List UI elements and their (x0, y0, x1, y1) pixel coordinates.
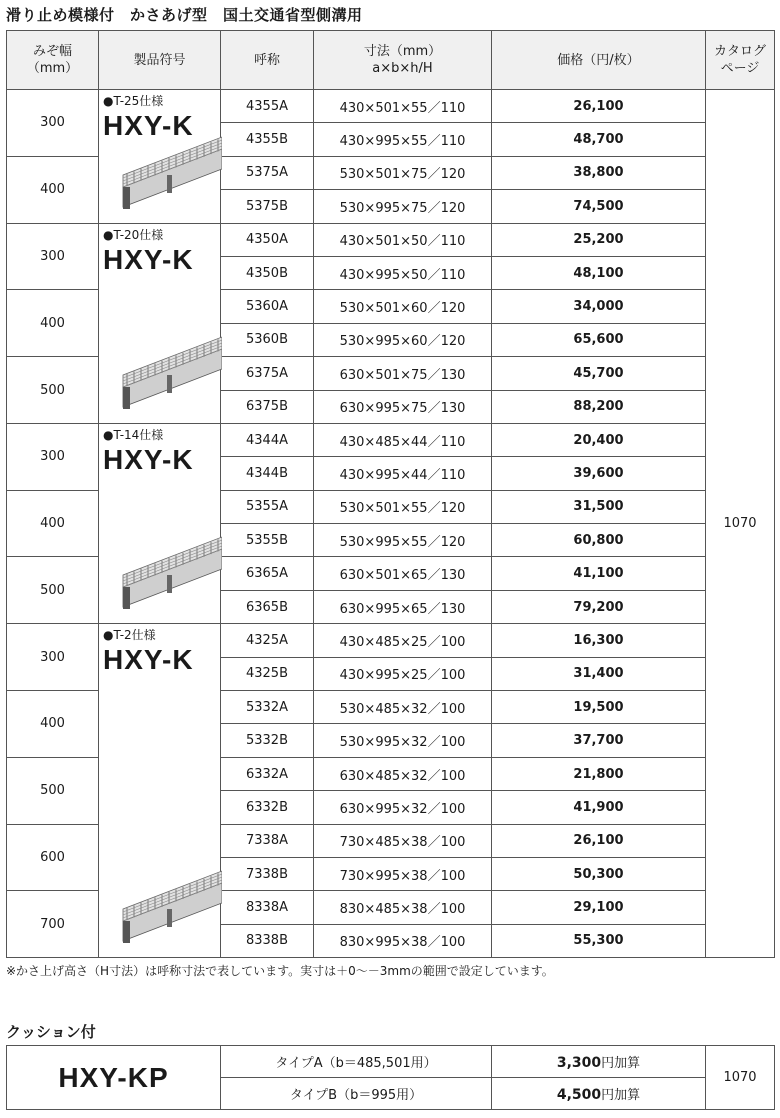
table-row (7, 624, 775, 657)
product-cell (99, 423, 221, 623)
dimension-cell: 430×995×25／100 (314, 657, 492, 690)
grating-image (117, 127, 222, 217)
dimension-cell: 430×995×55／110 (314, 123, 492, 156)
price-cell: 16,300 (492, 624, 706, 657)
dimension-cell: 530×995×60／120 (314, 323, 492, 356)
grating-image (117, 327, 222, 417)
header-dimensions: 寸法（mm） a×b×h/H (314, 31, 492, 90)
cushion-price: 4,500円加算 (492, 1078, 706, 1110)
header-width: みぞ幅 （mm） (7, 31, 99, 90)
dimension-cell: 430×995×50／110 (314, 256, 492, 289)
dimension-cell: 530×995×75／120 (314, 190, 492, 223)
spec-label: ●T-2仕様 (103, 628, 156, 643)
price-cell: 45,700 (492, 357, 706, 390)
code-cell: 6375A (221, 357, 314, 390)
table-row (7, 90, 775, 123)
price-cell: 48,700 (492, 123, 706, 156)
model-name: HXY-K (103, 243, 194, 275)
code-cell: 5375B (221, 190, 314, 223)
price-cell: 31,400 (492, 657, 706, 690)
price-cell: 41,100 (492, 557, 706, 590)
table-row (7, 423, 775, 456)
price-cell: 19,500 (492, 691, 706, 724)
dimension-cell: 430×485×25／100 (314, 624, 492, 657)
dimension-cell: 630×995×32／100 (314, 791, 492, 824)
cushion-table (6, 1045, 775, 1110)
product-cell (99, 90, 221, 224)
price-cell: 39,600 (492, 457, 706, 490)
cushion-catalog-page: 1070 (706, 1046, 775, 1110)
price-cell: 29,100 (492, 891, 706, 924)
cushion-model: HXY-KP (7, 1046, 221, 1110)
cushion-row (7, 1046, 775, 1078)
width-cell: 300 (7, 90, 99, 157)
cushion-type: タイプB（b＝995用） (221, 1078, 492, 1110)
model-name: HXY-K (103, 443, 194, 475)
dimension-cell: 530×501×75／120 (314, 156, 492, 189)
code-cell: 5360A (221, 290, 314, 323)
width-cell: 500 (7, 557, 99, 624)
dimension-cell: 530×485×32／100 (314, 691, 492, 724)
price-cell: 26,100 (492, 90, 706, 123)
dimension-cell: 530×995×55／120 (314, 524, 492, 557)
spec-label: ●T-25仕様 (103, 94, 164, 108)
price-cell: 37,700 (492, 724, 706, 757)
footnote: ※かさ上げ高さ（H寸法）は呼称寸法で表しています。実寸は＋0〜－3mmの範囲で設定しています。 (6, 964, 554, 978)
header-price: 価格（円/枚） (492, 31, 706, 90)
price-table (6, 30, 775, 958)
header-product: 製品符号 (99, 31, 221, 90)
price-cell: 65,600 (492, 323, 706, 356)
code-cell: 4344A (221, 423, 314, 456)
code-cell: 5375A (221, 156, 314, 189)
code-cell: 8338A (221, 891, 314, 924)
width-cell: 400 (7, 490, 99, 557)
width-cell: 600 (7, 824, 99, 891)
header-name: 呼称 (221, 31, 314, 90)
spec-label: ●T-14仕様 (103, 427, 164, 442)
price-cell: 26,100 (492, 824, 706, 857)
code-cell: 8338B (221, 924, 314, 957)
page-title: 滑り止め模様付 かさあげ型 国土交通省型側溝用 (6, 6, 363, 24)
code-cell: 5332A (221, 691, 314, 724)
cushion-title: クッション付 (6, 1023, 96, 1041)
cushion-type: タイプA（b＝485,501用） (221, 1046, 492, 1078)
header-row (7, 31, 775, 90)
code-cell: 7338B (221, 857, 314, 890)
price-cell: 41,900 (492, 791, 706, 824)
width-cell: 300 (7, 423, 99, 490)
catalog-page-cell: 1070 (706, 90, 775, 958)
code-cell: 4344B (221, 457, 314, 490)
price-cell: 88,200 (492, 390, 706, 423)
code-cell: 7338A (221, 824, 314, 857)
width-cell: 500 (7, 757, 99, 824)
price-cell: 21,800 (492, 757, 706, 790)
dimension-cell: 430×995×44／110 (314, 457, 492, 490)
code-cell: 5355B (221, 524, 314, 557)
code-cell: 4355B (221, 123, 314, 156)
dimension-cell: 530×995×32／100 (314, 724, 492, 757)
code-cell: 5360B (221, 323, 314, 356)
price-cell: 60,800 (492, 524, 706, 557)
code-cell: 6365A (221, 557, 314, 590)
product-cell (99, 223, 221, 423)
code-cell: 5355A (221, 490, 314, 523)
dimension-cell: 630×501×65／130 (314, 557, 492, 590)
header-catalog: カタログ ページ (706, 31, 775, 90)
code-cell: 5332B (221, 724, 314, 757)
code-cell: 6332B (221, 791, 314, 824)
code-cell: 6332A (221, 757, 314, 790)
price-cell: 50,300 (492, 857, 706, 890)
width-cell: 700 (7, 891, 99, 958)
code-cell: 4350B (221, 256, 314, 289)
price-cell: 38,800 (492, 156, 706, 189)
cushion-price: 3,300円加算 (492, 1046, 706, 1078)
model-name: HXY-K (103, 110, 194, 141)
code-cell: 6365B (221, 590, 314, 623)
dimension-cell: 630×485×32／100 (314, 757, 492, 790)
code-cell: 4350A (221, 223, 314, 256)
price-cell: 34,000 (492, 290, 706, 323)
width-cell: 400 (7, 290, 99, 357)
dimension-cell: 630×995×65／130 (314, 590, 492, 623)
product-cell (99, 624, 221, 958)
price-cell: 25,200 (492, 223, 706, 256)
grating-image (117, 527, 222, 617)
width-cell: 400 (7, 156, 99, 223)
dimension-cell: 630×995×75／130 (314, 390, 492, 423)
width-cell: 300 (7, 624, 99, 691)
code-cell: 4325A (221, 624, 314, 657)
dimension-cell: 530×501×60／120 (314, 290, 492, 323)
dimension-cell: 430×501×55／110 (314, 90, 492, 123)
dimension-cell: 430×501×50／110 (314, 223, 492, 256)
spec-label: ●T-20仕様 (103, 227, 164, 242)
dimension-cell: 430×485×44／110 (314, 423, 492, 456)
code-cell: 4325B (221, 657, 314, 690)
price-cell: 48,100 (492, 256, 706, 289)
price-cell: 79,200 (492, 590, 706, 623)
code-cell: 6375B (221, 390, 314, 423)
dimension-cell: 530×501×55／120 (314, 490, 492, 523)
dimension-cell: 730×485×38／100 (314, 824, 492, 857)
dimension-cell: 830×995×38／100 (314, 924, 492, 957)
price-cell: 20,400 (492, 423, 706, 456)
model-name: HXY-K (103, 644, 194, 676)
width-cell: 400 (7, 691, 99, 758)
price-cell: 74,500 (492, 190, 706, 223)
dimension-cell: 730×995×38／100 (314, 857, 492, 890)
price-cell: 55,300 (492, 924, 706, 957)
width-cell: 500 (7, 357, 99, 424)
dimension-cell: 830×485×38／100 (314, 891, 492, 924)
price-cell: 31,500 (492, 490, 706, 523)
grating-image (117, 861, 222, 951)
table-row (7, 223, 775, 256)
code-cell: 4355A (221, 90, 314, 123)
dimension-cell: 630×501×75／130 (314, 357, 492, 390)
width-cell: 300 (7, 223, 99, 290)
